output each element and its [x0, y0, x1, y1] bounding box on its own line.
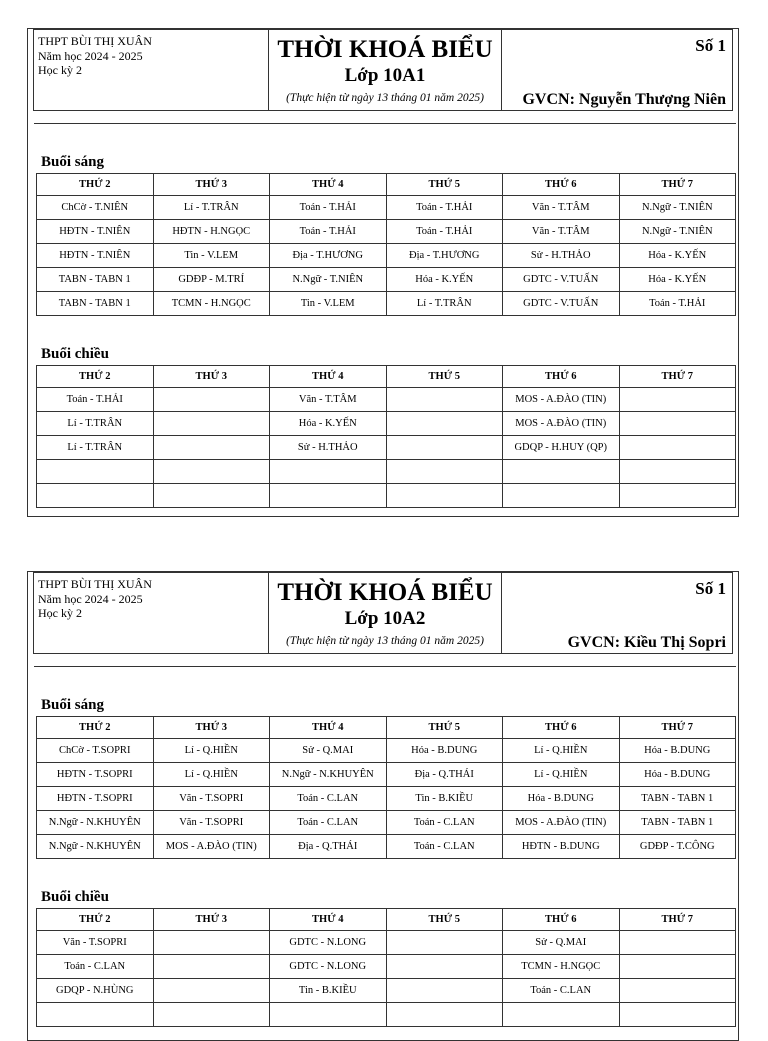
lesson-cell [386, 388, 503, 412]
day-header: THỨ 6 [503, 366, 620, 388]
page-title: THỜI KHOÁ BIỂU [277, 36, 493, 63]
lesson-cell: N.Ngữ - N.KHUYÊN [37, 811, 154, 835]
lesson-cell [619, 979, 736, 1003]
day-header: THỨ 7 [619, 366, 736, 388]
lesson-cell: GDTC - N.LONG [270, 955, 387, 979]
lesson-cell: TABN - TABN 1 [37, 268, 154, 292]
lesson-cell: GDQP - H.HUY (QP) [503, 436, 620, 460]
morning-timetable [36, 716, 736, 859]
sheet-header [33, 572, 733, 654]
lesson-cell [153, 412, 270, 436]
lesson-cell: Địa - Q.THÁI [386, 763, 503, 787]
lesson-cell: Hóa - B.DUNG [619, 763, 736, 787]
lesson-cell: GDTC - V.TUẤN [503, 292, 620, 316]
lesson-cell: Toán - C.LAN [503, 979, 620, 1003]
lesson-cell [386, 979, 503, 1003]
table-row [37, 460, 736, 484]
afternoon-timetable [36, 908, 736, 1027]
lesson-cell [619, 412, 736, 436]
lesson-cell: Địa - Q.THÁI [270, 835, 387, 859]
lesson-cell: MOS - A.ĐÀO (TIN) [503, 388, 620, 412]
lesson-cell: N.Ngữ - N.KHUYÊN [270, 763, 387, 787]
page-title: THỜI KHOÁ BIỂU [277, 579, 493, 606]
lesson-cell [386, 436, 503, 460]
day-header: THỨ 5 [386, 717, 503, 739]
table-row [37, 244, 736, 268]
day-header: THỨ 5 [386, 174, 503, 196]
lesson-cell: Văn - T.SOPRI [153, 811, 270, 835]
lesson-cell [386, 484, 503, 508]
lesson-cell: Địa - T.HƯƠNG [386, 244, 503, 268]
morning-label: Buổi sáng [41, 697, 104, 713]
day-header: THỨ 2 [37, 366, 154, 388]
table-row [37, 220, 736, 244]
day-header: THỨ 2 [37, 909, 154, 931]
lesson-cell: TCMN - H.NGỌC [153, 292, 270, 316]
day-header: THỨ 6 [503, 909, 620, 931]
lesson-cell: Lí - T.TRÂN [37, 412, 154, 436]
table-row [37, 388, 736, 412]
separator-line [34, 123, 736, 124]
lesson-cell: Toán - T.HẢI [37, 388, 154, 412]
day-header: THỨ 2 [37, 174, 154, 196]
day-header: THỨ 3 [153, 909, 270, 931]
lesson-cell [153, 931, 270, 955]
lesson-cell [153, 955, 270, 979]
lesson-cell: Toán - T.HẢI [270, 220, 387, 244]
lesson-cell [386, 460, 503, 484]
lesson-cell: MOS - A.ĐÀO (TIN) [153, 835, 270, 859]
table-row [37, 196, 736, 220]
day-header: THỨ 7 [619, 174, 736, 196]
lesson-cell: Sử - Q.MAI [270, 739, 387, 763]
homeroom-teacher: GVCN: Kiều Thị Sopri [567, 634, 726, 651]
day-header: THỨ 2 [37, 717, 154, 739]
lesson-cell: HĐTN - T.NIÊN [37, 244, 154, 268]
afternoon-timetable [36, 365, 736, 508]
day-header: THỨ 3 [153, 174, 270, 196]
lesson-cell: Văn - T.TÂM [503, 196, 620, 220]
lesson-cell: Văn - T.SOPRI [37, 931, 154, 955]
lesson-cell: GDTC - N.LONG [270, 931, 387, 955]
sheet-number: Số 1 [695, 579, 726, 598]
lesson-cell: HĐTN - T.SOPRI [37, 763, 154, 787]
day-header: THỨ 6 [503, 174, 620, 196]
lesson-cell [619, 484, 736, 508]
semester: Học kỳ 2 [38, 63, 82, 77]
lesson-cell [37, 460, 154, 484]
lesson-cell: ChCờ - T.SOPRI [37, 739, 154, 763]
homeroom-teacher: GVCN: Nguyễn Thượng Niên [522, 91, 726, 108]
school-year: Năm học 2024 - 2025 [38, 48, 143, 63]
table-row [37, 835, 736, 859]
day-header: THỨ 4 [270, 909, 387, 931]
lesson-cell: Lí - T.TRÂN [153, 196, 270, 220]
afternoon-label: Buổi chiều [41, 889, 109, 905]
header-row [37, 366, 736, 388]
lesson-cell: HĐTN - T.SOPRI [37, 787, 154, 811]
lesson-cell: Lí - Q.HIỀN [153, 763, 270, 787]
lesson-cell: Sử - H.THẢO [503, 244, 620, 268]
header-row [37, 174, 736, 196]
lesson-cell: Tin - V.LEM [270, 292, 387, 316]
day-header: THỨ 4 [270, 174, 387, 196]
lesson-cell: Toán - C.LAN [270, 811, 387, 835]
lesson-cell: TCMN - H.NGỌC [503, 955, 620, 979]
lesson-cell: Toán - C.LAN [386, 835, 503, 859]
lesson-cell: Toán - C.LAN [270, 787, 387, 811]
timetable-sheet-10a1 [27, 28, 739, 517]
day-header: THỨ 5 [386, 909, 503, 931]
lesson-cell: Địa - T.HƯƠNG [270, 244, 387, 268]
class-name: Lớp 10A2 [344, 608, 426, 629]
sheet-number: Số 1 [695, 36, 726, 55]
day-header: THỨ 3 [153, 717, 270, 739]
lesson-cell: N.Ngữ - T.NIÊN [619, 220, 736, 244]
lesson-cell: Toán - T.HẢI [270, 196, 387, 220]
lesson-cell [619, 388, 736, 412]
effective-date: (Thực hiện từ ngày 13 tháng 01 năm 2025) [286, 92, 484, 104]
lesson-cell: HĐTN - T.NIÊN [37, 220, 154, 244]
lesson-cell: Toán - T.HẢI [386, 220, 503, 244]
table-row [37, 268, 736, 292]
lesson-cell [619, 931, 736, 955]
title-block [269, 573, 502, 653]
table-row [37, 739, 736, 763]
lesson-cell: GDĐP - T.CÔNG [619, 835, 736, 859]
lesson-cell: Tin - B.KIỀU [270, 979, 387, 1003]
morning-label: Buổi sáng [41, 154, 104, 170]
school-name: THPT BÙI THỊ XUÂN [38, 577, 152, 591]
table-row [37, 955, 736, 979]
lesson-cell: MOS - A.ĐÀO (TIN) [503, 412, 620, 436]
lesson-cell [619, 955, 736, 979]
day-header: THỨ 6 [503, 717, 620, 739]
lesson-cell: ChCờ - T.NIÊN [37, 196, 154, 220]
school-info [34, 573, 269, 653]
lesson-cell [153, 436, 270, 460]
lesson-cell: N.Ngữ - T.NIÊN [270, 268, 387, 292]
lesson-cell: Văn - T.SOPRI [153, 787, 270, 811]
table-row [37, 484, 736, 508]
lesson-cell [153, 484, 270, 508]
lesson-cell: Toán - T.HẢI [619, 292, 736, 316]
lesson-cell [270, 1003, 387, 1027]
lesson-cell: Sử - Q.MAI [503, 931, 620, 955]
lesson-cell: Toán - T.HẢI [386, 196, 503, 220]
lesson-cell: Tin - V.LEM [153, 244, 270, 268]
lesson-cell [37, 484, 154, 508]
lesson-cell [270, 460, 387, 484]
lesson-cell: TABN - TABN 1 [619, 787, 736, 811]
lesson-cell: Sử - H.THẢO [270, 436, 387, 460]
lesson-cell: Hóa - B.DUNG [619, 739, 736, 763]
lesson-cell: N.Ngữ - T.NIÊN [619, 196, 736, 220]
table-row [37, 436, 736, 460]
table-row [37, 412, 736, 436]
lesson-cell: Hóa - K.YẾN [386, 268, 503, 292]
lesson-cell: Lí - T.TRÂN [386, 292, 503, 316]
lesson-cell [503, 1003, 620, 1027]
lesson-cell: Văn - T.TÂM [503, 220, 620, 244]
day-header: THỨ 7 [619, 909, 736, 931]
lesson-cell: Hóa - K.YẾN [619, 244, 736, 268]
day-header: THỨ 3 [153, 366, 270, 388]
lesson-cell: Tin - B.KIỀU [386, 787, 503, 811]
day-header: THỨ 4 [270, 366, 387, 388]
lesson-cell: Lí - Q.HIỀN [503, 763, 620, 787]
lesson-cell: HĐTN - B.DUNG [503, 835, 620, 859]
school-year: Năm học 2024 - 2025 [38, 591, 143, 606]
lesson-cell: GDTC - V.TUẤN [503, 268, 620, 292]
header-row [37, 717, 736, 739]
lesson-cell [153, 460, 270, 484]
morning-timetable [36, 173, 736, 316]
lesson-cell [153, 388, 270, 412]
lesson-cell: Hóa - K.YẾN [270, 412, 387, 436]
lesson-cell [619, 1003, 736, 1027]
lesson-cell: Hóa - B.DUNG [503, 787, 620, 811]
lesson-cell [37, 1003, 154, 1027]
lesson-cell: TABN - TABN 1 [37, 292, 154, 316]
lesson-cell [503, 460, 620, 484]
lesson-cell: TABN - TABN 1 [619, 811, 736, 835]
lesson-cell [270, 484, 387, 508]
lesson-cell [386, 955, 503, 979]
lesson-cell: MOS - A.ĐÀO (TIN) [503, 811, 620, 835]
effective-date: (Thực hiện từ ngày 13 tháng 01 năm 2025) [286, 635, 484, 647]
lesson-cell [386, 931, 503, 955]
day-header: THỨ 5 [386, 366, 503, 388]
lesson-cell: Hóa - K.YẾN [619, 268, 736, 292]
timetable-sheet-10a2 [27, 571, 739, 1041]
header-row [37, 909, 736, 931]
table-row [37, 763, 736, 787]
day-header: THỨ 4 [270, 717, 387, 739]
lesson-cell [153, 1003, 270, 1027]
lesson-cell: GDQP - N.HÙNG [37, 979, 154, 1003]
lesson-cell [386, 412, 503, 436]
school-info [34, 30, 269, 110]
lesson-cell: HĐTN - H.NGỌC [153, 220, 270, 244]
lesson-cell [619, 436, 736, 460]
lesson-cell: Lí - T.TRÂN [37, 436, 154, 460]
lesson-cell: Lí - Q.HIỀN [503, 739, 620, 763]
title-block [269, 30, 502, 110]
class-name: Lớp 10A1 [344, 65, 426, 86]
table-row [37, 811, 736, 835]
lesson-cell: GDĐP - M.TRÍ [153, 268, 270, 292]
lesson-cell: Toán - C.LAN [37, 955, 154, 979]
lesson-cell: N.Ngữ - N.KHUYÊN [37, 835, 154, 859]
table-row [37, 931, 736, 955]
separator-line [34, 666, 736, 667]
lesson-cell: Lí - Q.HIỀN [153, 739, 270, 763]
table-row [37, 787, 736, 811]
day-header: THỨ 7 [619, 717, 736, 739]
lesson-cell [619, 460, 736, 484]
sheet-meta [502, 573, 732, 653]
lesson-cell: Toán - C.LAN [386, 811, 503, 835]
table-row [37, 292, 736, 316]
lesson-cell [503, 484, 620, 508]
lesson-cell: Hóa - B.DUNG [386, 739, 503, 763]
sheet-header [33, 29, 733, 111]
sheet-meta [502, 30, 732, 110]
table-row [37, 1003, 736, 1027]
school-name: THPT BÙI THỊ XUÂN [38, 34, 152, 48]
lesson-cell [153, 979, 270, 1003]
table-row [37, 979, 736, 1003]
lesson-cell [386, 1003, 503, 1027]
afternoon-label: Buổi chiều [41, 346, 109, 362]
lesson-cell: Văn - T.TÂM [270, 388, 387, 412]
semester: Học kỳ 2 [38, 606, 82, 620]
